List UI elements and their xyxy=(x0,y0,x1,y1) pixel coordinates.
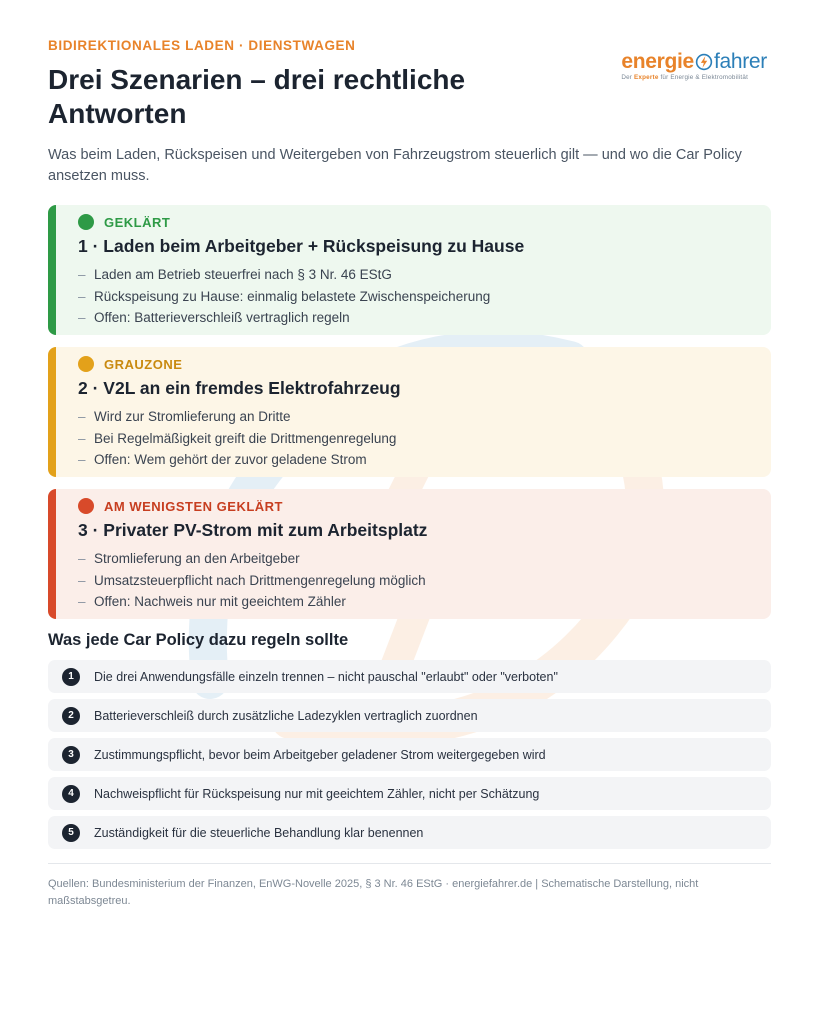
scenario-card-3 xyxy=(48,489,771,619)
rule-text: Zuständigkeit für die steuerliche Behandlung klar benennen xyxy=(94,825,424,840)
rule-number-badge: 5 xyxy=(62,824,80,842)
list-item-text: Offen: Wem gehört der zuvor geladene Strom xyxy=(94,452,367,467)
source-footer: Quellen: Bundesministerium der Finanzen, EnWG-Novelle 2025, § 3 Nr. 46 EStG · energiefahrer.de | Schematische Darstellung, nicht maßstabsgetreu. xyxy=(48,863,771,910)
kicker-label: BIDIREKTIONALES LADEN · DIENSTWAGEN xyxy=(48,38,356,53)
status-label: GRAUZONE xyxy=(104,356,183,372)
rule-text: Nachweispflicht für Rückspeisung nur mit geeichtem Zähler, nicht per Schätzung xyxy=(94,786,540,801)
policy-rule xyxy=(48,777,771,810)
list-item-text: Umsatzsteuerpflicht nach Drittmengenregelung möglich xyxy=(94,572,426,588)
policy-rules-list xyxy=(48,660,771,849)
scenario-title: 1 · Laden beim Arbeitgeber + Rückspeisung zu Hause xyxy=(78,236,525,256)
list-item xyxy=(78,548,753,570)
policy-rule xyxy=(48,699,771,732)
rule-text: Zustimmungspflicht, bevor beim Arbeitgeber geladener Strom weitergegeben wird xyxy=(94,747,546,762)
policy-rule xyxy=(48,660,771,693)
status-badge xyxy=(78,356,753,372)
rule-number-badge: 2 xyxy=(62,707,80,725)
status-label: GEKLÄRT xyxy=(104,214,171,230)
logo-tagline-post: für Energie & Elektromobilität xyxy=(658,74,749,81)
dash-icon: – xyxy=(78,409,86,424)
list-item-text: Bei Regelmäßigkeit greift die Drittmengenregelung xyxy=(94,430,397,446)
list-item-text: Laden am Betrieb steuerfrei nach § 3 Nr. 46 EStG xyxy=(94,267,392,282)
list-item-text: Rückspeisung zu Hause: einmalig belastete Zwischenspeicherung xyxy=(94,288,491,304)
list-item xyxy=(78,570,753,592)
scenario-points xyxy=(78,406,753,471)
dash-icon: – xyxy=(78,310,86,325)
page-subtitle: Was beim Laden, Rückspeisen und Weitergeben von Fahrzeugstrom steuerlich gilt — und wo die Car Policy ansetzen muss. xyxy=(48,147,742,184)
status-label: AM WENIGSTEN GEKLÄRT xyxy=(104,498,283,514)
logo-tagline-em: Experte xyxy=(634,74,659,81)
list-item xyxy=(78,449,753,471)
status-badge xyxy=(78,498,753,514)
rule-number-badge: 3 xyxy=(62,746,80,764)
scenario-title: 2 · V2L an ein fremdes Elektrofahrzeug xyxy=(78,378,401,398)
status-dot-icon xyxy=(78,356,94,372)
list-item-text: Offen: Nachweis nur mit geeichtem Zähler xyxy=(94,594,346,609)
scenario-points xyxy=(78,548,753,613)
dash-icon: – xyxy=(78,288,86,304)
rule-text: Die drei Anwendungsfälle einzeln trennen – nicht pauschal "erlaubt" oder "verboten" xyxy=(94,669,558,684)
list-item xyxy=(78,307,753,329)
logo-part-fahrer: fahrer xyxy=(713,50,767,73)
lightning-bolt-icon xyxy=(695,53,713,71)
page-title: Drei Szenarien – drei rechtliche Antworten xyxy=(48,64,466,129)
policy-rule xyxy=(48,816,771,849)
list-item-text: Offen: Batterieverschleiß vertraglich regeln xyxy=(94,310,350,325)
dash-icon: – xyxy=(78,452,86,467)
list-item-text: Wird zur Stromlieferung an Dritte xyxy=(94,409,291,424)
rule-text: Batterieverschleiß durch zusätzliche Ladezyklen vertraglich zuordnen xyxy=(94,708,478,723)
policy-section-title: Was jede Car Policy dazu regeln sollte xyxy=(48,631,349,649)
brand-logo xyxy=(621,50,767,81)
logo-part-energie: energie xyxy=(621,50,694,73)
logo-tagline xyxy=(621,74,767,81)
scenario-cards xyxy=(48,205,771,619)
scenario-title: 3 · Privater PV-Strom mit zum Arbeitsplatz xyxy=(78,520,428,540)
rule-number-badge: 4 xyxy=(62,785,80,803)
scenario-points xyxy=(78,264,753,329)
list-item-text: Stromlieferung an den Arbeitgeber xyxy=(94,551,300,566)
rule-number-badge: 1 xyxy=(62,668,80,686)
list-item xyxy=(78,264,753,286)
status-dot-icon xyxy=(78,214,94,230)
logo-tagline-pre: Der xyxy=(621,74,635,81)
status-dot-icon xyxy=(78,498,94,514)
scenario-card-2 xyxy=(48,347,771,477)
dash-icon: – xyxy=(78,594,86,609)
list-item xyxy=(78,286,753,308)
dash-icon: – xyxy=(78,572,86,588)
policy-rule xyxy=(48,738,771,771)
list-item xyxy=(78,406,753,428)
list-item xyxy=(78,428,753,450)
status-badge xyxy=(78,214,753,230)
list-item xyxy=(78,591,753,613)
scenario-card-1 xyxy=(48,205,771,335)
logo-wordmark xyxy=(621,50,767,74)
dash-icon: – xyxy=(78,267,86,282)
dash-icon: – xyxy=(78,430,86,446)
dash-icon: – xyxy=(78,551,86,566)
